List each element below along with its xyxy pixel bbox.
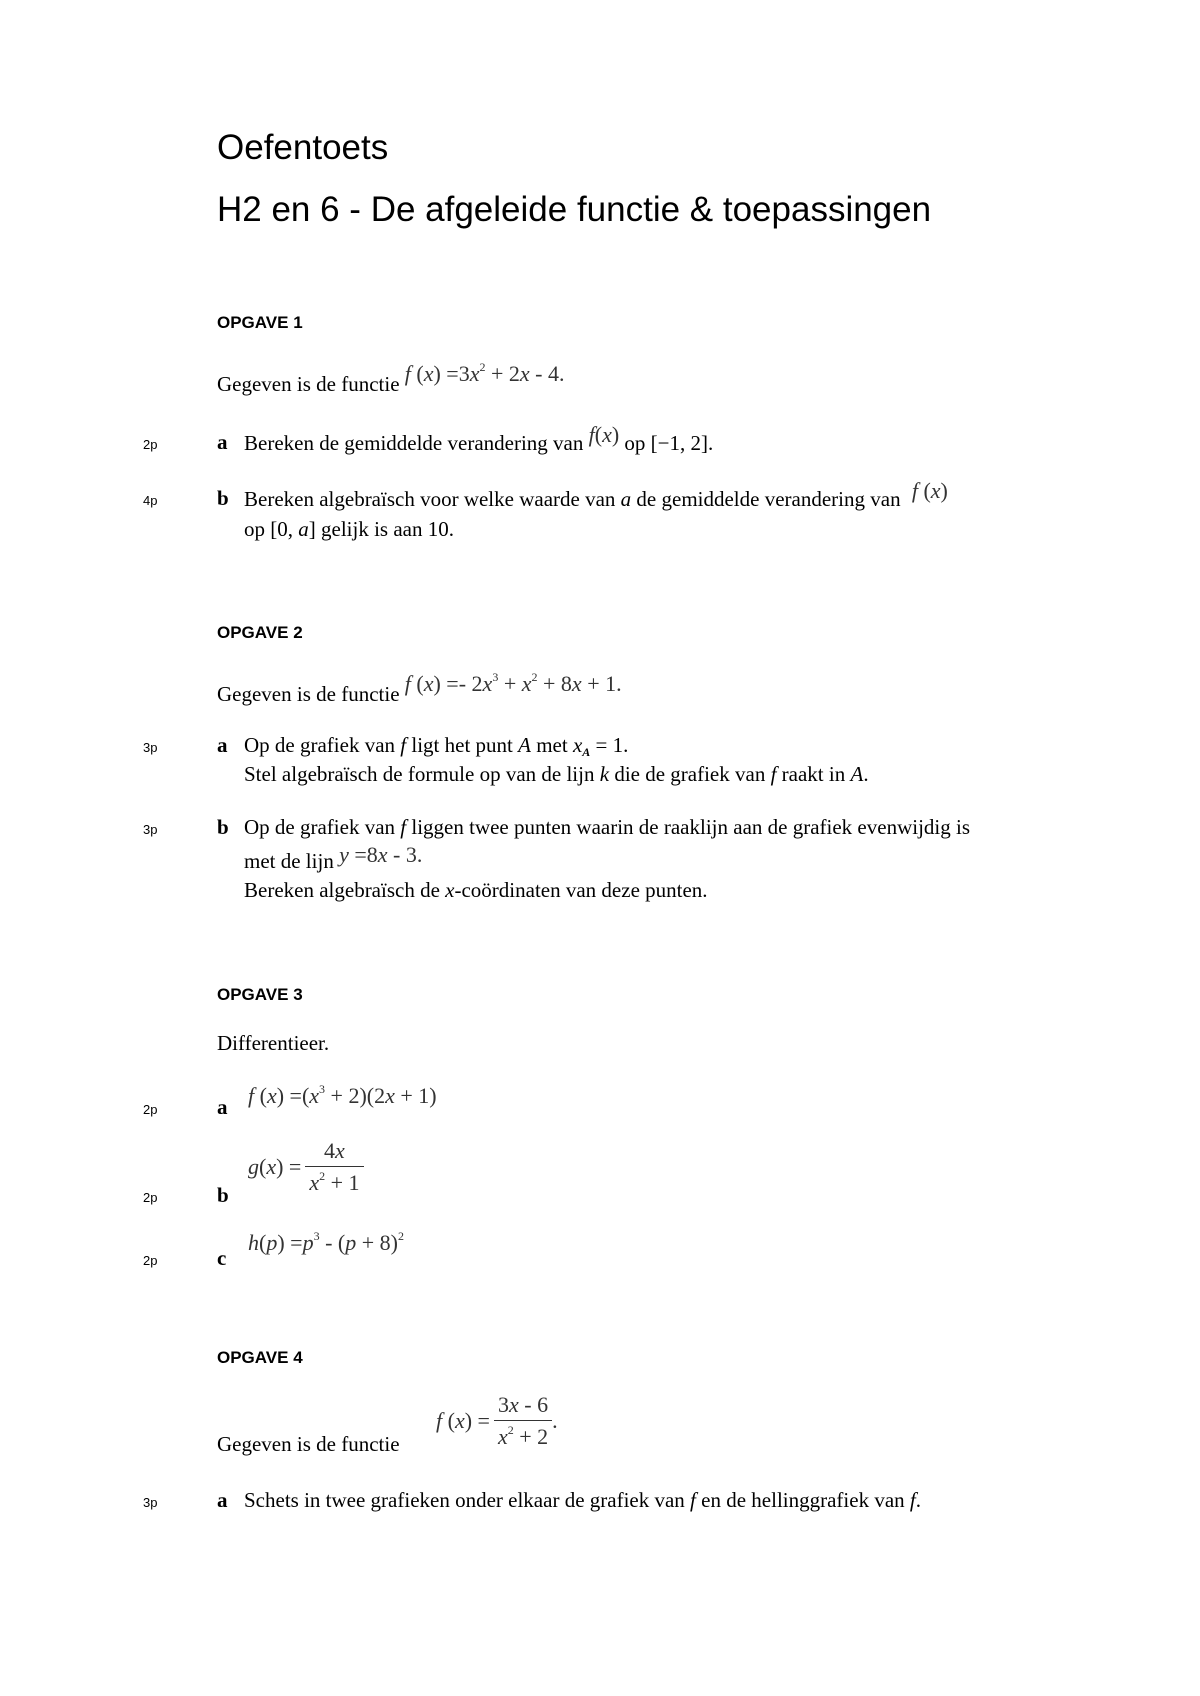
question-1a-text: Bereken de gemiddelde verandering van (244, 431, 584, 455)
opgave-1-heading: OPGAVE 1 (217, 313, 303, 332)
opgave-2-formula: f $(x) =- 2x^3 + x^2 + 8x + 1$. (404, 670, 622, 696)
letter-1a: a (217, 430, 228, 454)
variable-f: f (909, 1488, 916, 1512)
letter-2b: b (217, 815, 229, 839)
variable-f: f (400, 815, 407, 839)
opgave-4-heading: OPGAVE 4 (217, 1348, 303, 1367)
text: = 1. (595, 733, 629, 757)
points-2b: 3p (143, 822, 158, 837)
fraction: $\frac{4x}{x^2 + 1}$ (305, 1138, 363, 1196)
letter-4a: a (217, 1488, 228, 1512)
text: Bereken algebraïsch de (244, 878, 440, 902)
question-1b-text-4: ] gelijk is aan 10. (308, 517, 454, 541)
fraction: $\frac{3x - 6}{x^2 + 2}$ (494, 1392, 552, 1450)
document-title: Oefentoets (217, 128, 389, 167)
variable-f: f (770, 762, 777, 786)
points-3a: 2p (143, 1102, 158, 1117)
letter-1b: b (217, 486, 229, 510)
question-2b-line-3 (244, 878, 708, 903)
points-1a: 2p (143, 437, 158, 452)
function-notation: f(x) (588, 422, 620, 447)
points-2a: 3p (143, 740, 158, 755)
question-4a (244, 1488, 921, 1513)
text: met de lijn (244, 849, 334, 873)
intro-text: Gegeven is de functie (217, 372, 400, 396)
question-2b-line-2 (244, 842, 423, 874)
opgave-1-intro (217, 360, 565, 397)
question-1b-text-2: de gemiddelde verandering van (636, 487, 901, 511)
opgave-3-intro: Differentieer. (217, 1031, 330, 1055)
intro-text: Gegeven is de functie (217, 682, 400, 706)
text: Schets in twee grafieken onder elkaar de grafiek van (244, 1488, 685, 1512)
text: . (863, 762, 869, 786)
formula-3c: $h(p) =p^3 - (p + 8)^2$ (248, 1229, 404, 1255)
question-1a (244, 422, 714, 456)
formula-4: f (x) = $\frac{3x - 6}{x^2 + 2}$ . (436, 1392, 558, 1449)
question-1b-text-1: Bereken algebraïsch voor welke waarde van (244, 487, 616, 511)
opgave-4-intro: Gegeven is de functie (217, 1432, 400, 1456)
text: Stel algebraïsch de formule op van de lijn (244, 762, 595, 786)
opgave-3-heading: OPGAVE 3 (217, 985, 303, 1004)
variable-a: a (298, 517, 309, 541)
function-notation: f (x) (911, 478, 948, 503)
question-2a-line-2 (244, 762, 869, 787)
points-4a: 3p (143, 1495, 158, 1510)
question-2b-line-1 (244, 815, 970, 840)
points-3b: 2p (143, 1190, 158, 1205)
points-1b: 4p (143, 493, 158, 508)
opgave-1-formula: f $(x) =3x^2 + 2x - 4$. (404, 360, 565, 386)
formula-3a: f $(x) =(x^3 + 2)(2x + 1)$ (248, 1082, 437, 1108)
question-2a-line-1 (244, 733, 628, 760)
opgave-2-heading: OPGAVE 2 (217, 623, 303, 642)
variable-A: A (850, 762, 864, 786)
question-1b-line-2 (244, 517, 454, 542)
question-1b-line-1 (244, 478, 948, 512)
letter-3a: a (217, 1095, 228, 1119)
text: -coördinaten van deze punten. (454, 878, 708, 902)
variable-a: a (620, 487, 632, 511)
text: Op de grafiek van (244, 815, 396, 839)
text: . (915, 1488, 921, 1512)
text: met (536, 733, 568, 757)
text: liggen twee punten waarin de raaklijn aan de grafiek evenwijdig is (411, 815, 970, 839)
text: ligt het punt (411, 733, 513, 757)
letter-3c: c (217, 1246, 227, 1270)
letter-2a: a (217, 733, 228, 757)
variable-f: f (690, 1488, 696, 1512)
document-subtitle: H2 en 6 - De afgeleide functie & toepassingen (217, 190, 932, 229)
variable-A: A (518, 733, 531, 757)
text: raakt in (781, 762, 846, 786)
opgave-2-intro (217, 670, 622, 707)
variable-x: x (572, 733, 583, 757)
variable-x: x (445, 878, 455, 902)
text: die de grafiek van (614, 762, 766, 786)
formula-3b: g(x) = $\frac{4x}{x^2 + 1}$ (248, 1138, 364, 1196)
line-formula: y =8x - 3. (339, 842, 423, 867)
letter-3b: b (217, 1183, 229, 1207)
variable-f: f (400, 733, 407, 757)
text: en de hellinggrafiek van (701, 1488, 905, 1512)
question-1b-text-3: op [0, (244, 517, 293, 541)
subscript-A: A (582, 745, 591, 759)
question-1a-interval: op [−1, 2]. (624, 431, 714, 455)
text: Op de grafiek van (244, 733, 396, 757)
points-3c: 2p (143, 1253, 158, 1268)
variable-k: k (599, 762, 610, 786)
